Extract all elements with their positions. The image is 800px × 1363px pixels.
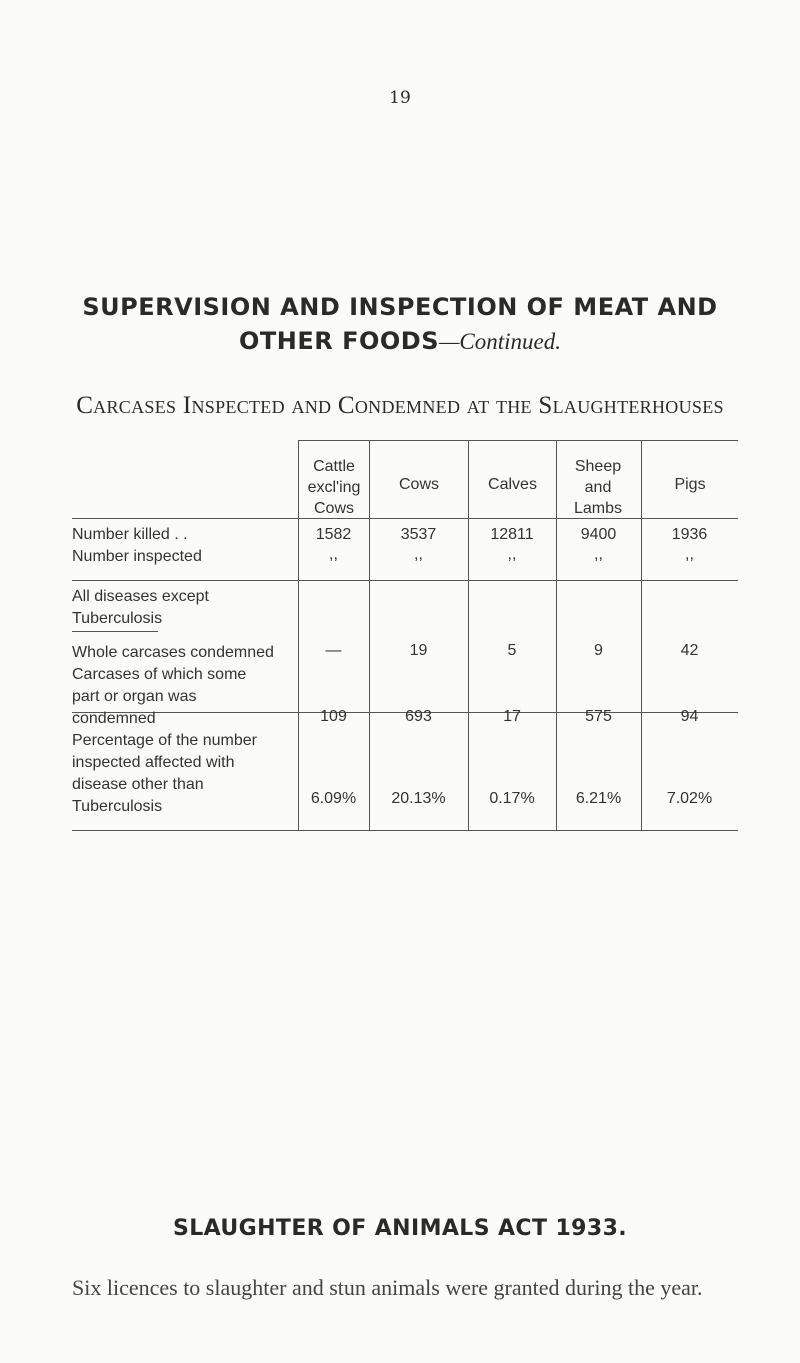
table-cell: 9 [594,642,603,659]
table-cell: ,, [594,546,603,563]
table-cell: 5 [507,642,517,659]
row-label: Number inspected [72,548,202,565]
section-underline [72,631,158,632]
table-cell: 109 [320,708,347,725]
column-header: Cattle excl'ing Cows [307,458,361,517]
column-header: Cows [398,476,439,493]
act-heading: SLAUGHTER OF ANIMALS ACT 1933. [172,1216,628,1241]
title-suffix: —Continued. [438,329,562,354]
table-cell: 1936 [671,526,708,543]
table-cell: 20.13% [391,790,446,807]
table-rule [298,440,299,830]
table-cell: 17 [503,708,521,725]
table-rule [72,518,738,519]
table-cell: 1582 [315,526,352,543]
table-rule [298,440,738,441]
table-rule [72,580,738,581]
table-rule [72,830,738,831]
table-cell: 3537 [400,526,437,543]
section-label: All diseases except Tuberculosis [72,588,209,627]
table-cell: 42 [680,642,699,659]
table-cell: 7.02% [666,790,713,807]
row-label: Whole carcases condemned [72,644,274,661]
table-rule [556,440,557,830]
table-cell: ,, [507,546,517,563]
row-label: Percentage of the number inspected affected with disease other than Tuberculosis [72,732,258,815]
row-label: Number killed . . [72,526,188,543]
page-title [40,290,760,359]
table-rule [468,440,469,830]
table-cell: — [325,642,342,659]
table-rule [641,440,642,830]
table-cell: 575 [585,708,612,725]
table-cell: 6.09% [310,790,357,807]
act-paragraph: Six licences to slaughter and stun animals were granted during the year. [72,1275,703,1300]
section-heading: Carcases Inspected and Condemned at the Slaughterhouses [76,392,724,419]
table-cell: 693 [405,708,432,725]
table-cell: ,, [329,546,338,563]
page-number: 19 [389,88,411,108]
table-cell: 9400 [580,526,617,543]
table-cell: 12811 [490,526,534,543]
title-main: SUPERVISION AND INSPECTION OF MEAT AND OTHER FOODS [82,293,718,355]
column-header: Calves [488,476,537,493]
table-cell: 6.21% [575,790,622,807]
row-label: Carcases of which some part or organ was condemned [72,666,247,727]
table-cell: 19 [409,642,428,659]
table-cell: ,, [414,546,423,563]
column-header: Sheep and Lambs [573,458,623,517]
column-header: Pigs [674,476,706,493]
table-cell: 0.17% [489,790,535,807]
table-cell: 94 [680,708,699,725]
table-cell: ,, [685,546,694,563]
table-rule [369,440,370,830]
